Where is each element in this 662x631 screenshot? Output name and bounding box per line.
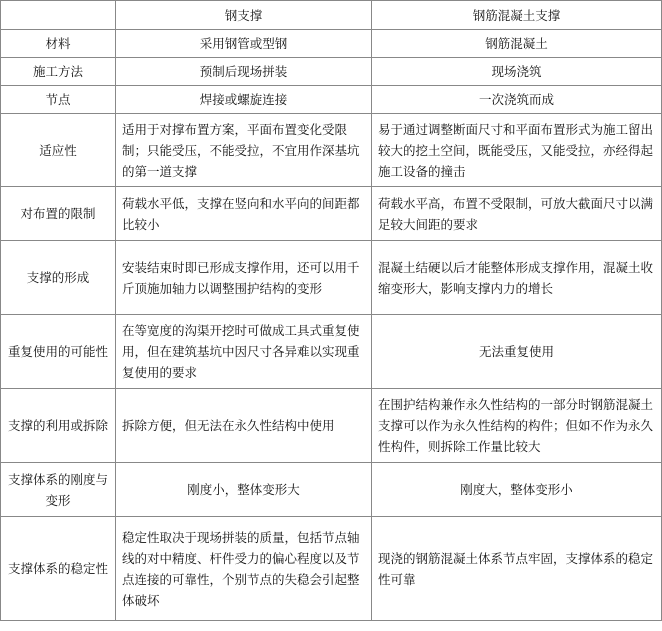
table-row: [1, 187, 662, 241]
row-label: 对布置的限制: [1, 187, 116, 241]
row-label: 支撑体系的稳定性: [1, 517, 116, 621]
table-row: [1, 517, 662, 621]
row-label: 施工方法: [1, 58, 116, 86]
header-empty: [1, 1, 116, 30]
table-header-row: [1, 1, 662, 30]
steel-cell: 采用钢管或型钢: [116, 30, 372, 58]
steel-cell: 在等宽度的沟渠开挖时可做成工具式重复使用，但在建筑基坑中因尺寸各异难以实现重复使用的要求: [116, 315, 372, 389]
steel-cell: 刚度小，整体变形大: [116, 463, 372, 517]
concrete-cell: 一次浇筑而成: [372, 86, 662, 114]
row-label: 适应性: [1, 114, 116, 187]
row-label: 重复使用的可能性: [1, 315, 116, 389]
header-steel-support: 钢支撑: [116, 1, 372, 30]
concrete-cell: 混凝土结硬以后才能整体形成支撑作用，混凝土收缩变形大，影响支撑内力的增长: [372, 241, 662, 315]
steel-cell: 预制后现场拼装: [116, 58, 372, 86]
table-row: [1, 389, 662, 463]
concrete-cell: 荷载水平高，布置不受限制，可放大截面尺寸以满足较大间距的要求: [372, 187, 662, 241]
row-label: 支撑体系的刚度与变形: [1, 463, 116, 517]
table-row: [1, 86, 662, 114]
concrete-cell: 在围护结构兼作永久性结构的一部分时钢筋混凝土支撑可以作为永久性结构的构件；但如不作为永久性构件，则拆除工作量比较大: [372, 389, 662, 463]
steel-cell: 安装结束时即已形成支撑作用，还可以用千斤顶施加轴力以调整围护结构的变形: [116, 241, 372, 315]
steel-cell: 适用于对撑布置方案，平面布置变化受限制；只能受压，不能受拉，不宜用作深基坑的第一道支撑: [116, 114, 372, 187]
steel-cell: 荷载水平低，支撑在竖向和水平向的间距都比较小: [116, 187, 372, 241]
steel-cell: 稳定性取决于现场拼装的质量，包括节点轴线的对中精度、杆件受力的偏心程度以及节点连接的可靠性，个别节点的失稳会引起整体破坏: [116, 517, 372, 621]
concrete-cell: 现浇的钢筋混凝土体系节点牢固，支撑体系的稳定性可靠: [372, 517, 662, 621]
table-row: [1, 463, 662, 517]
steel-cell: 焊接或螺旋连接: [116, 86, 372, 114]
table-row: [1, 30, 662, 58]
concrete-cell: 易于通过调整断面尺寸和平面布置形式为施工留出较大的挖土空间，既能受压，又能受拉，亦经得起施工设备的撞击: [372, 114, 662, 187]
concrete-cell: 无法重复使用: [372, 315, 662, 389]
row-label: 支撑的形成: [1, 241, 116, 315]
table-row: [1, 58, 662, 86]
concrete-cell: 刚度大，整体变形小: [372, 463, 662, 517]
concrete-cell: 现场浇筑: [372, 58, 662, 86]
table-row: [1, 315, 662, 389]
row-label: 节点: [1, 86, 116, 114]
header-concrete-support: 钢筋混凝土支撑: [372, 1, 662, 30]
row-label: 材料: [1, 30, 116, 58]
table-row: [1, 241, 662, 315]
concrete-cell: 钢筋混凝土: [372, 30, 662, 58]
row-label: 支撑的利用或拆除: [1, 389, 116, 463]
steel-cell: 拆除方便，但无法在永久性结构中使用: [116, 389, 372, 463]
table-row: [1, 114, 662, 187]
